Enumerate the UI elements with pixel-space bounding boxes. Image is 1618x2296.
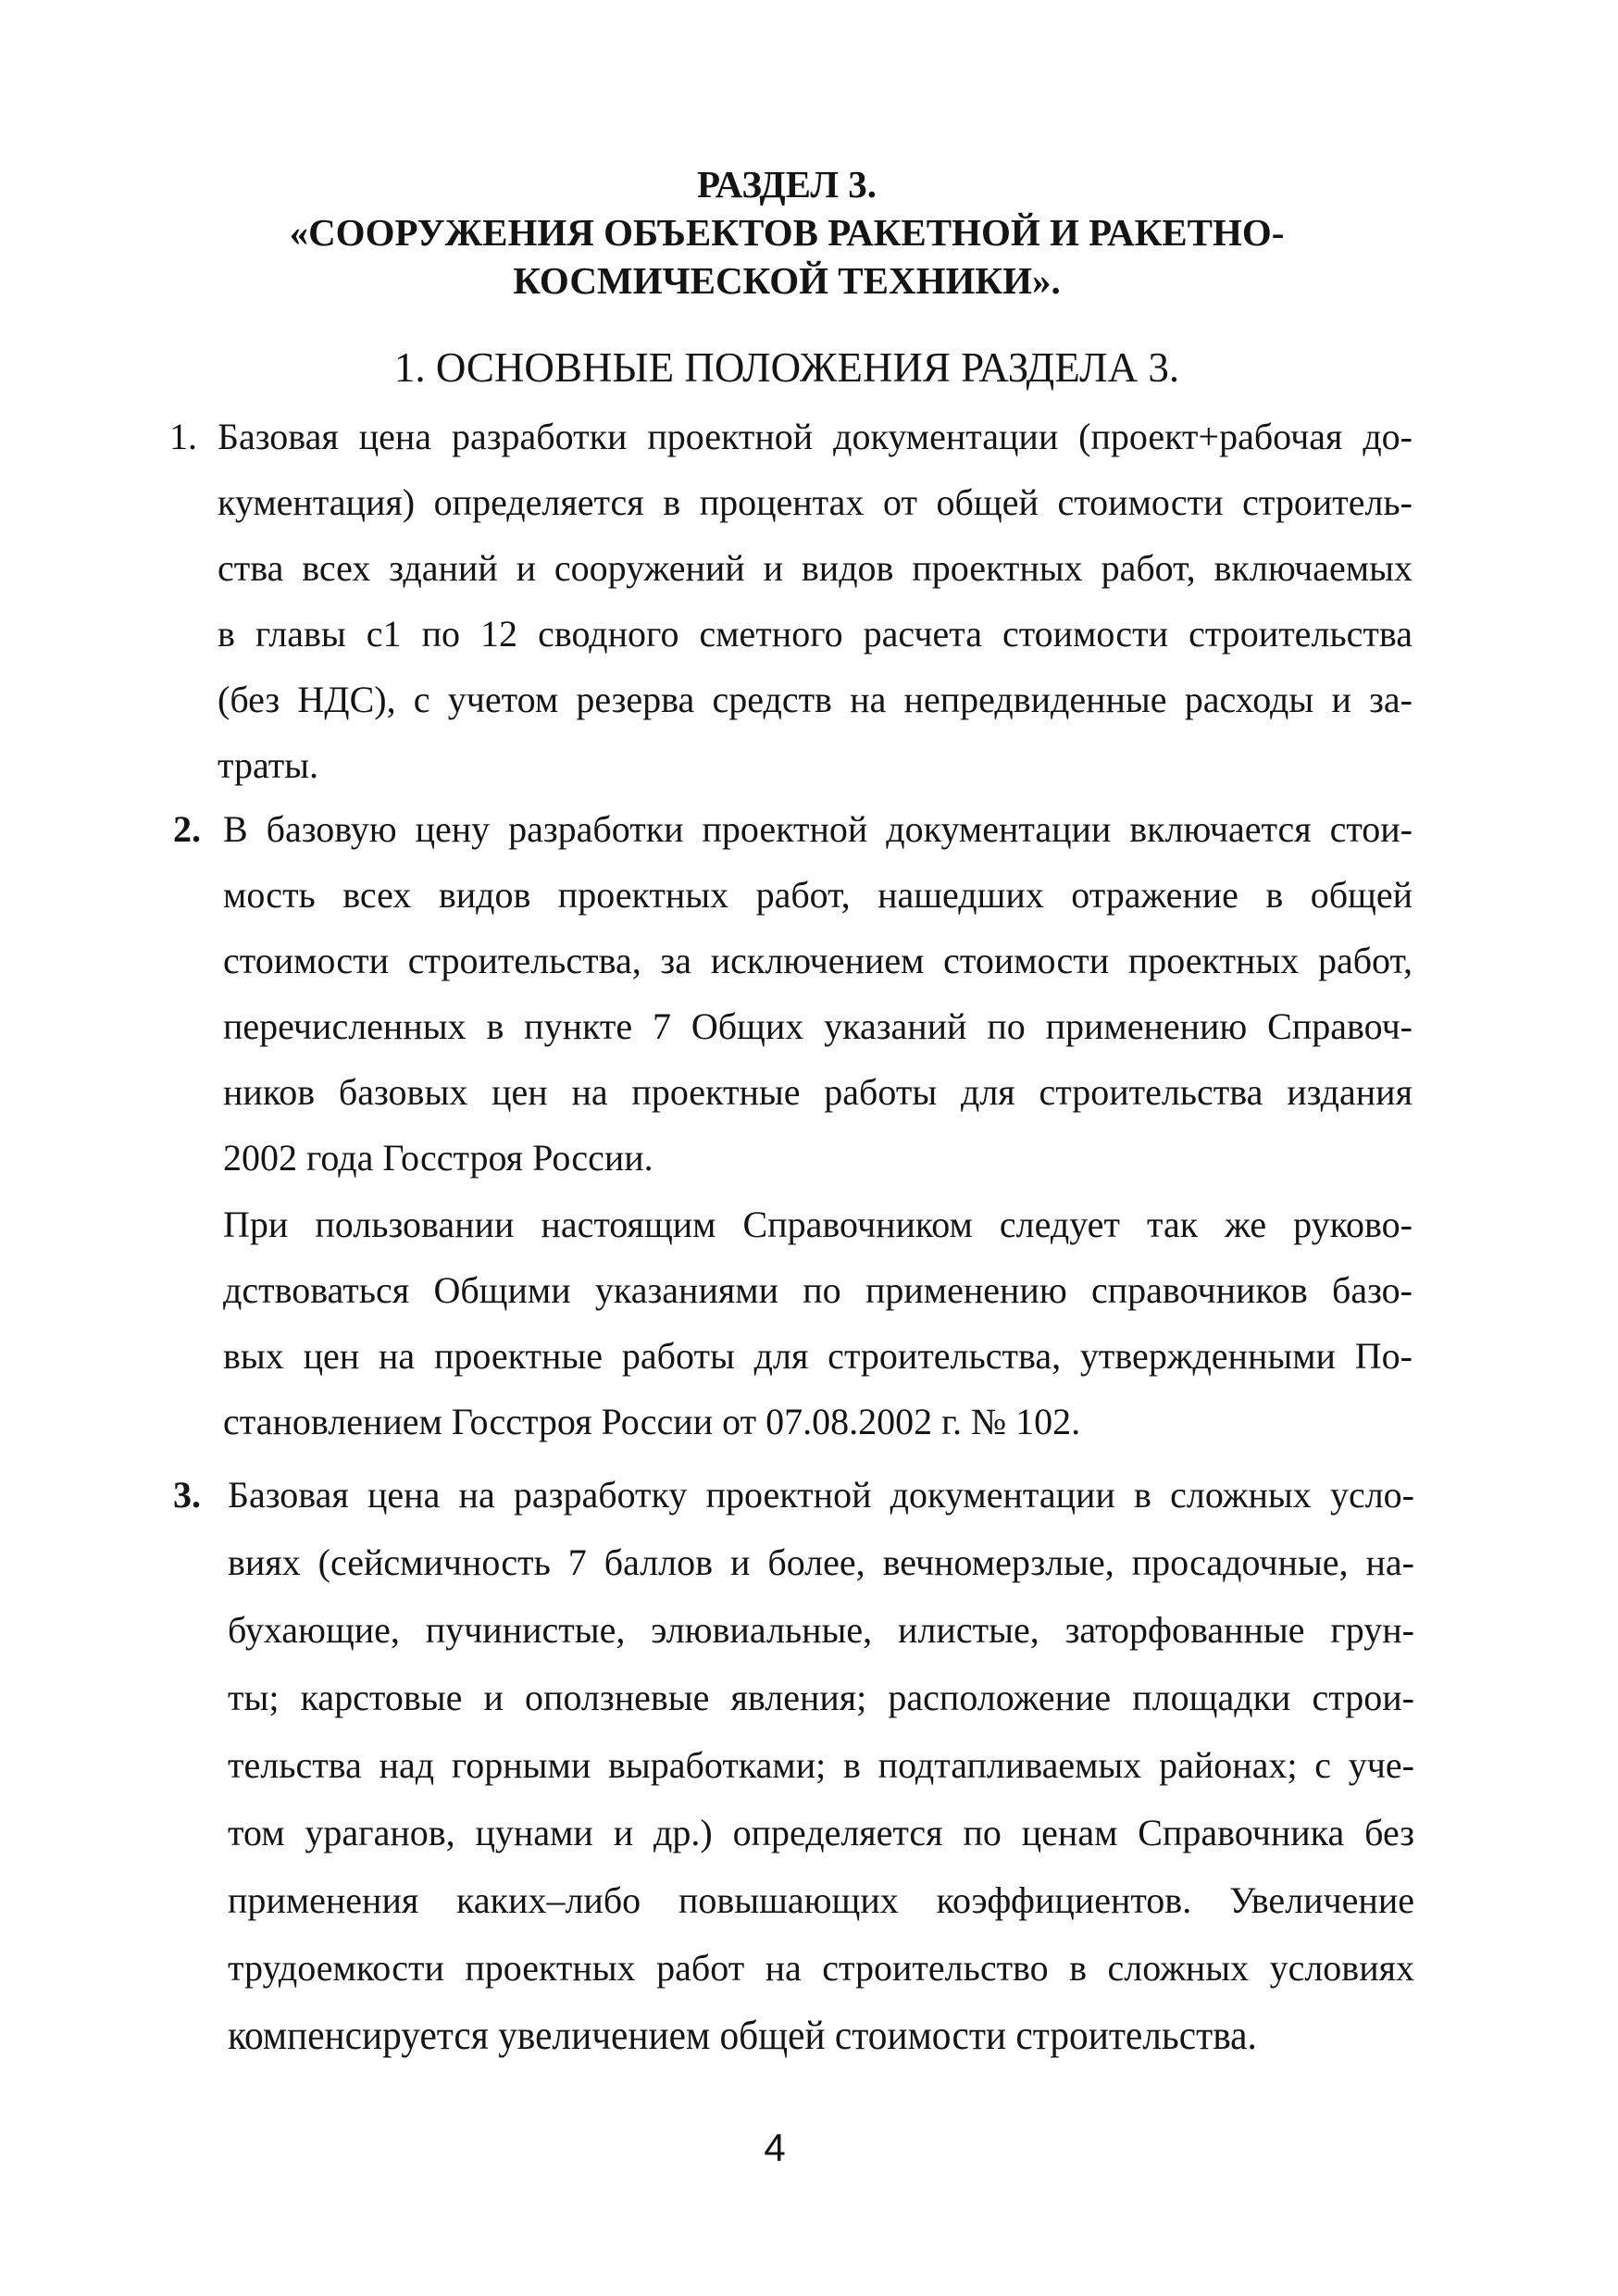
paragraph-line: Базовая цена на разработку проектной документации в сложных усло-: [228, 1474, 1414, 1516]
paragraph-line: том ураганов, цунами и др.) определяется по ценам Справочника без: [228, 1812, 1414, 1853]
paragraph-line: ников базовых цен на проектные работы для строительства издания: [223, 1071, 1413, 1113]
paragraph-line: бухающие, пучинистые, элювиальные, илистые, заторфованные грун-: [228, 1609, 1414, 1651]
item-paragraph: [228, 1461, 1414, 2069]
paragraph-line: ты; карстовые и оползневые явления; расположение площадки строи-: [228, 1677, 1414, 1718]
item-paragraph: [218, 404, 1413, 798]
section-title-line: «СООРУЖЕНИЯ ОБЪЕКТОВ РАКЕТНОЙ И РАКЕТНО-: [289, 211, 1285, 254]
paragraph-line: Базовая цена разработки проектной документации (проект+рабочая до-: [218, 416, 1413, 457]
page-number: 4: [764, 2126, 786, 2169]
section-heading: [167, 160, 1407, 305]
paragraph-line: стоимости строительства, за исключением стоимости проектных работ,: [223, 940, 1413, 981]
paragraph-line: ства всех зданий и сооружений и видов проектных работ, включаемых: [218, 547, 1413, 589]
note-paragraph: [223, 1192, 1413, 1454]
paragraph-line: в главы с1 по 12 сводного сметного расчета стоимости строительства: [218, 613, 1413, 655]
paragraph-line: вых цен на проектные работы для строительства, утвержденными По-: [223, 1335, 1413, 1377]
paragraph-line: виях (сейсмичность 7 баллов и более, вечномерзлые, просадочные, на-: [228, 1541, 1414, 1583]
item-number: 1.: [169, 416, 197, 457]
paragraph-line: При пользовании настоящим Справочником следует так же руково-: [223, 1204, 1413, 1245]
paragraph-line: мость всех видов проектных работ, нашедших отражение в общей: [223, 874, 1413, 916]
paragraph-line: дствоваться Общими указаниями по применению справочников базо-: [223, 1269, 1413, 1311]
paragraph-line: В базовую цену разработки проектной документации включается стои-: [223, 808, 1413, 850]
paragraph-line: компенсируется увеличением общей стоимости строительства.: [228, 2013, 1257, 2058]
paragraph-line: траты.: [218, 744, 319, 786]
paragraph-line: кументация) определяется в процентах от общей стоимости строитель-: [218, 481, 1413, 523]
paragraph-line: перечисленных в пункте 7 Общих указаний по применению Справоч-: [223, 1005, 1413, 1047]
paragraph-line: тельства над горными выработками; в подтапливаемых районах; с уче-: [228, 1744, 1414, 1786]
item-number: 2.: [173, 808, 201, 850]
paragraph-line: применения каких–либо повышающих коэффициентов. Увеличение: [228, 1879, 1414, 1921]
section-title-line: КОСМИЧЕСКОЙ ТЕХНИКИ».: [513, 259, 1061, 302]
paragraph-line: трудоемкости проектных работ на строительство в сложных условиях: [228, 1947, 1414, 1989]
paragraph-line: (без НДС), с учетом резерва средств на непредвиденные расходы и за-: [218, 679, 1413, 720]
paragraph-line: 2002 года Госстроя России.: [223, 1137, 653, 1179]
item-paragraph: [223, 796, 1413, 1191]
section-label: РАЗДЕЛ 3.: [696, 163, 877, 206]
item-number: 3.: [173, 1474, 201, 1516]
paragraph-line: становлением Госстроя России от 07.08.2002 г. № 102.: [223, 1401, 1081, 1442]
subsection-title: 1. ОСНОВНЫЕ ПОЛОЖЕНИЯ РАЗДЕЛА 3.: [393, 344, 1180, 391]
